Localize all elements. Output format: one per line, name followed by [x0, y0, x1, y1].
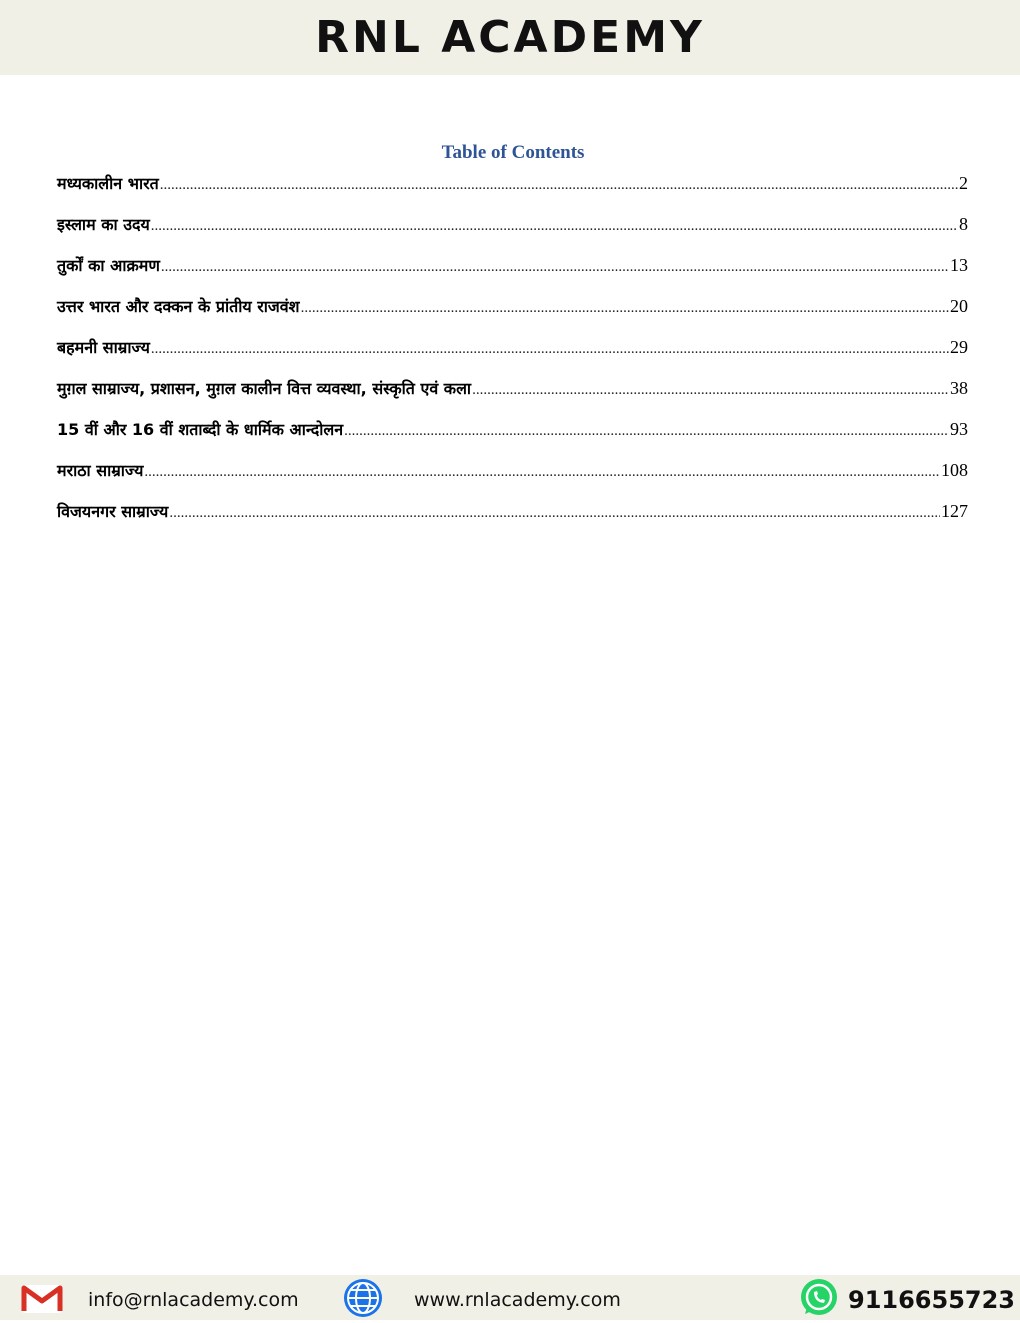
page-header: [0, 0, 1020, 75]
toc-entry-label: इस्लाम का उदय: [57, 215, 150, 234]
toc-entry[interactable]: [57, 213, 968, 254]
toc-leader-dots: [472, 382, 949, 399]
toc-entry[interactable]: [57, 459, 968, 500]
toc-entry-page: 29: [950, 337, 968, 357]
brand-title: RNL ACADEMY: [315, 12, 705, 63]
toc-entry[interactable]: [57, 377, 968, 418]
toc-entry-label: तुर्कों का आक्रमण: [57, 256, 160, 275]
toc-leader-dots: [301, 300, 949, 317]
globe-icon: [340, 1277, 386, 1323]
toc-leader-dots: [344, 423, 949, 440]
toc-entry[interactable]: [57, 295, 968, 336]
toc-title: Table of Contents: [441, 142, 585, 163]
toc-entry[interactable]: [57, 418, 968, 459]
footer-website-text: www.rnlacademy.com: [414, 1289, 621, 1311]
toc-entry-label: मुग़ल साम्राज्य, प्रशासन, मुग़ल कालीन वित्त व्यवस्था, संस्कृति एवं कला: [57, 379, 472, 398]
toc-entry-page: 127: [941, 501, 968, 521]
toc-entry-label: उत्तर भारत और दक्कन के प्रांतीय राजवंश: [57, 297, 300, 316]
footer-phone-text: 9116655723: [848, 1286, 1015, 1314]
toc-entry[interactable]: [57, 500, 968, 541]
toc-entry[interactable]: [57, 172, 968, 213]
gmail-icon: [20, 1281, 64, 1319]
toc-leader-dots: [160, 177, 958, 194]
footer-website[interactable]: [340, 1277, 621, 1323]
whatsapp-icon: [798, 1277, 840, 1323]
footer-phone[interactable]: [798, 1277, 1015, 1323]
toc-leader-dots: [151, 341, 949, 358]
toc-leader-dots: [161, 259, 949, 276]
toc-entry-page: 20: [950, 296, 968, 316]
footer-email[interactable]: [20, 1281, 299, 1319]
toc-entry-label: मध्यकालीन भारत: [57, 174, 159, 193]
toc-entry-page: 38: [950, 378, 968, 398]
toc-entry[interactable]: [57, 254, 968, 295]
toc-entry-page: 8: [959, 214, 968, 234]
toc-entry[interactable]: [57, 336, 968, 377]
footer-email-text: info@rnlacademy.com: [88, 1289, 299, 1311]
toc-entry-label: विजयनगर साम्राज्य: [57, 502, 169, 521]
toc-entry-label: 15 वीं और 16 वीं शताब्दी के धार्मिक आन्दोलन: [57, 420, 344, 439]
toc-leader-dots: [169, 505, 940, 522]
toc-entry-page: 93: [950, 419, 968, 439]
page-footer: [0, 1275, 1020, 1320]
toc-entry-page: 13: [950, 255, 968, 275]
toc-leader-dots: [151, 218, 958, 235]
toc-entry-label: बहमनी साम्राज्य: [57, 338, 150, 357]
toc-entry-label: मराठा साम्राज्य: [57, 461, 144, 480]
toc-entry-page: 108: [941, 460, 968, 480]
table-of-contents: [57, 172, 968, 541]
toc-entry-page: 2: [959, 173, 968, 193]
toc-leader-dots: [144, 464, 940, 481]
